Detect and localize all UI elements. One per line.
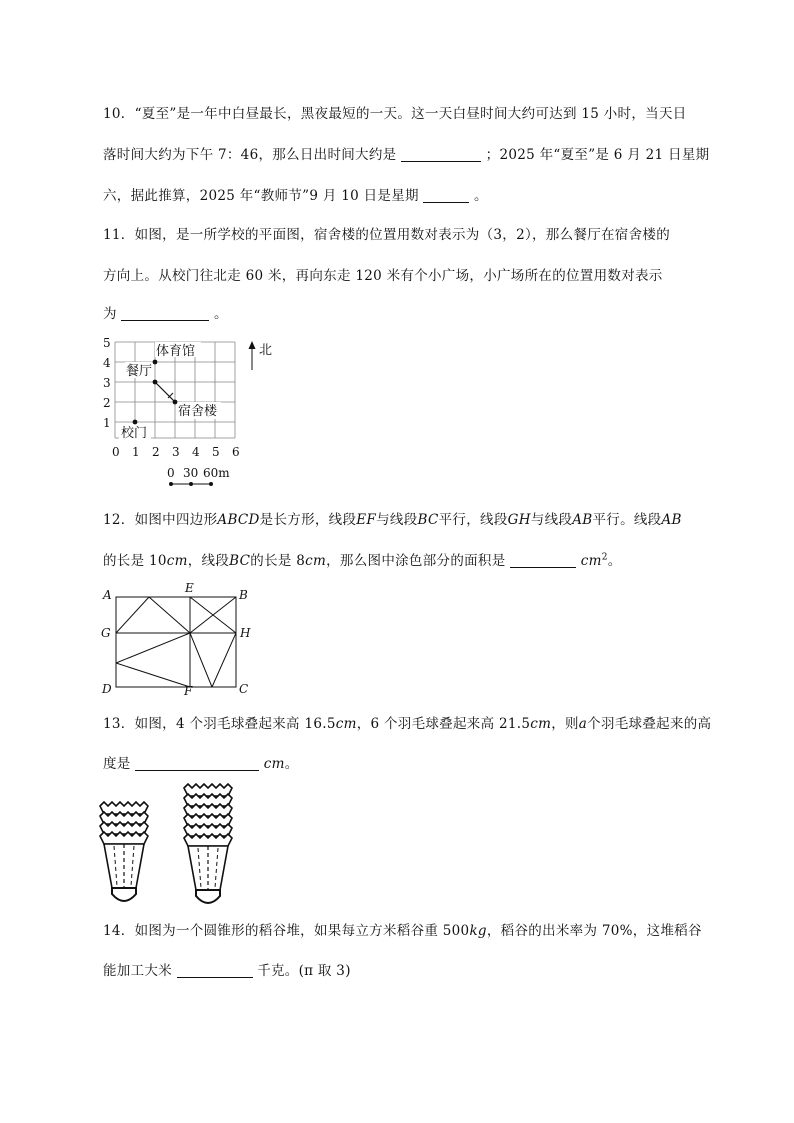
q12-text: 12．如图中四边形 [103,512,218,528]
q10-text: 。 [473,188,488,204]
north-arrow-icon [249,341,256,370]
q12-text: 的长是 8 [250,553,306,569]
q10-line-2 [103,143,709,163]
map-x-label: 6 [232,445,240,459]
q12-var: ABCD [217,512,260,528]
scale-label: 0 [167,466,175,480]
shuttlecock-stack-6 [184,784,232,903]
q10-answer-blank-2[interactable] [423,188,469,203]
map-x-label: 5 [212,445,220,459]
q12-var: EF [356,512,377,528]
q14-text: 能加工大米 [103,963,172,979]
q13-text: 度是 [103,756,131,772]
q12-text: ，线段 [187,553,230,569]
place-gate-label: 校门 [121,426,148,441]
map-y-label: 3 [103,376,111,390]
q12-text: 平行，线段 [438,512,508,528]
q12-unit: cm [580,553,602,569]
q12-superscript: 2 [601,552,608,563]
q11-answer-blank[interactable] [121,306,209,321]
q10-line-3 [103,184,488,204]
q10-text: 落时间大约为下午 7：46，那么日出时间大约是 [103,147,397,163]
q14-text: 14．如图为一个圆锥形的稻谷堆，如果每立方米稻谷重 500 [103,923,470,939]
q13-answer-blank[interactable] [135,756,259,771]
map-scale-bar [167,466,230,486]
school-map-diagram [95,330,295,490]
q13-line-2 [103,752,299,772]
scale-label: 30 [183,466,199,480]
q13-text: ，则 [551,716,579,732]
gate-point [133,420,138,425]
q14-text: 千克。(π 取 3) [257,963,351,979]
canteen-dorm-line [155,382,175,402]
north-label: 北 [259,343,273,358]
q14-line-2 [103,959,351,979]
map-y-label: 2 [103,396,111,410]
map-x-label: 2 [152,445,160,459]
map-y-label: 1 [103,416,111,430]
shuttlecock-stacks-figure [98,782,258,902]
q11-text: 。 [214,306,228,322]
point-e-label: E [185,581,194,595]
q12-text: 与线段 [530,512,573,528]
q11-line-3 [103,302,228,322]
point-f-label: F [184,684,193,698]
map-x-label: 1 [132,445,140,459]
q11-line-2: 方向上。从校门往北走 60 米，再向东走 120 米有个小广场，小广场所在的位置用数对表示 [103,268,663,284]
q11-line-1: 11．如图，是一所学校的平面图，宿舍楼的位置用数对表示为（3，2），那么餐厅在宿舍楼的 [103,227,671,243]
vertex-a-label: A [103,588,112,602]
scale-label: 60m [203,466,230,480]
map-y-label: 5 [103,336,111,350]
point-h-label: H [240,626,251,640]
map-x-label: 3 [172,445,180,459]
map-x-label: 0 [112,445,120,459]
map-x-axis-labels [112,445,240,459]
q14-answer-blank[interactable] [177,963,253,978]
point-g-label: G [101,626,111,640]
place-gym-label: 体育馆 [156,344,196,359]
q13-unit: cm [263,756,285,772]
q12-text: 。 [607,553,622,569]
q13-unit: cm [335,716,357,732]
q13-line-1 [103,712,711,732]
vertex-d-label: D [102,682,112,696]
q12-unit: cm [166,553,188,569]
q10-text: ；2025 年“夏至”是 6 月 21 日星期 [485,147,710,163]
q12-var: BC [229,553,251,569]
q13-text: ，6 个羽毛球叠起来高 21.5 [356,716,531,732]
q12-text: 平行。线段 [592,512,662,528]
q12-line-1 [103,508,682,528]
q13-text: 。 [284,756,299,772]
q12-text: 与线段 [376,512,418,528]
q12-var: AB [572,512,593,528]
q12-text: 的长是 10 [103,553,167,569]
q12-line-2 [103,549,622,569]
vertex-c-label: C [239,682,249,696]
shuttlecock-stack-4 [100,802,148,901]
q14-line-1 [103,919,702,939]
rectangle-figure [100,581,270,698]
q12-var: AB [661,512,682,528]
map-x-label: 4 [192,445,200,459]
place-canteen-label: 餐厅 [126,364,153,379]
map-y-axis-labels [103,336,111,430]
place-dorm-label: 宿舍楼 [178,404,218,419]
q10-line-1: 10．“夏至”是一年中白昼最长，黑夜最短的一天。这一天白昼时间大约可达到 15 小时，当天日 [103,106,687,122]
q13-var: a [578,716,588,732]
q12-var: GH [507,512,531,528]
q11-text: 为 [103,306,117,322]
q12-var: BC [417,512,439,528]
map-y-label: 4 [103,356,111,370]
q12-unit: cm [305,553,327,569]
q13-text: 个羽毛球叠起来的高 [587,716,712,732]
gym-point [153,360,158,365]
q13-text: 13．如图，4 个羽毛球叠起来高 16.5 [103,716,336,732]
q14-text: ，稻谷的出米率为 70%，这堆稻谷 [486,923,702,939]
q12-answer-blank[interactable] [510,553,576,568]
q10-answer-blank-1[interactable] [401,147,481,162]
q12-text: 是长方形，线段 [259,512,357,528]
vertex-b-label: B [239,588,248,602]
q10-text: 六，据此推算，2025 年“教师节”9 月 10 日是星期 [103,188,419,204]
q13-unit: cm [530,716,552,732]
q14-unit: kg [469,923,487,939]
q12-text: ，那么图中涂色部分的面积是 [326,553,506,569]
